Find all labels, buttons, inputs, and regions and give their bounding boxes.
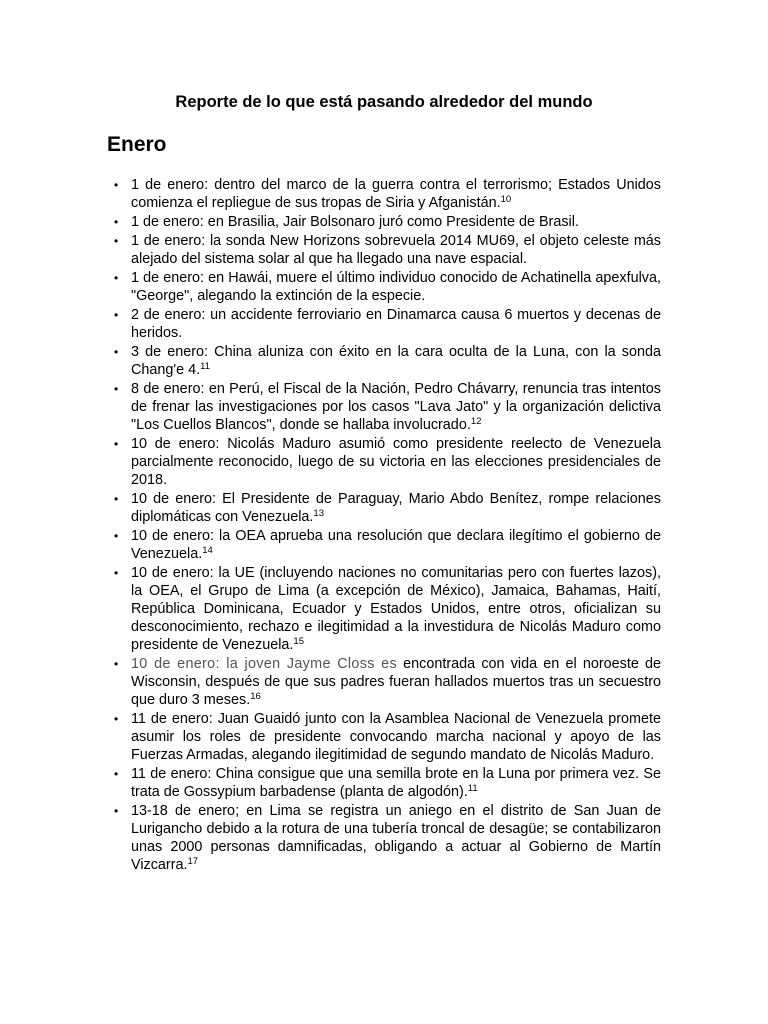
bullet-icon: • xyxy=(114,234,119,248)
bullet-icon: • xyxy=(114,178,119,192)
event-text: en Lima se registra un aniego en el distrito de San Juan de Lurigancho debido a la rotura de una tubería troncal de desagüe; se contabilizaron unas 2000 personas damnificadas, obligando a actuar al Gobierno de Martín Vizcarra. xyxy=(131,803,661,873)
footnote-ref[interactable]: 11 xyxy=(200,361,211,372)
footnote-ref[interactable]: 10 xyxy=(500,194,512,205)
bullet-icon: • xyxy=(114,767,119,781)
bullet-icon: • xyxy=(114,215,119,229)
event-item xyxy=(114,176,662,212)
footnote-ref[interactable]: 15 xyxy=(293,636,304,647)
event-date: 10 de enero: la joven Jayme Closs es xyxy=(131,656,397,672)
event-date: 13-18 de enero; xyxy=(131,803,240,819)
event-date: 1 de enero: xyxy=(131,214,204,230)
event-text: China aluniza con éxito en la cara oculta de la Luna, con la sonda Chang'e 4. xyxy=(131,344,661,378)
bullet-icon: • xyxy=(114,566,119,580)
footnote-ref[interactable]: 13 xyxy=(313,508,324,519)
bullet-icon: • xyxy=(114,529,119,543)
bullet-icon: • xyxy=(114,657,119,671)
event-list xyxy=(114,176,662,875)
event-item xyxy=(114,306,661,342)
event-text: la OEA aprueba una resolución que declara ilegítimo el gobierno de Venezuela. xyxy=(131,528,661,562)
event-text: dentro del marco de la guerra contra el terrorismo; Estados Unidos comienza el repliegue de sus tropas de Siria y Afganistán. xyxy=(131,177,662,211)
event-text: la sonda New Horizons sobrevuela 2014 MU69, el objeto celeste más alejado del sistema solar al que ha llegado una nave espacial. xyxy=(131,233,661,267)
event-item xyxy=(114,710,661,764)
event-item xyxy=(114,527,661,563)
event-date: 1 de enero: xyxy=(131,270,205,286)
event-date: 11 de enero: xyxy=(131,766,212,782)
event-item xyxy=(114,380,662,434)
event-item xyxy=(114,232,661,268)
event-date: 10 de enero: xyxy=(131,565,214,581)
document-title: Reporte de lo que está pasando alrededor del mundo xyxy=(175,93,593,111)
event-date: 1 de enero: xyxy=(131,177,209,193)
event-text: en Hawái, muere el último individuo conocido de Achatinella apexfulva, "George", alegando la extinción de la especie. xyxy=(131,270,661,304)
event-date: 10 de enero: xyxy=(131,528,214,544)
footnote-ref[interactable]: 11 xyxy=(467,783,478,794)
event-item xyxy=(114,765,661,801)
bullet-icon: • xyxy=(114,437,119,451)
bullet-icon: • xyxy=(114,492,119,506)
section-heading: Enero xyxy=(107,133,167,156)
event-text: Nicolás Maduro asumió como presidente reelecto de Venezuela parcialmente reconocido, luego de su victoria en las elecciones presidenciales de 2018. xyxy=(131,436,661,488)
event-item xyxy=(114,490,661,526)
event-text: la UE (incluyendo naciones no comunitarias pero con fuertes lazos), la OEA, el Grupo de Lima (a excepción de México), Jamaica, Bahamas, Haití, República Dominicana, Ecuador y Estados Unidos, entre otros, oficializan su desconocimiento, rechazo e ilegitimidad a la investidura de Nicolás Maduro como presidente de Venezuela. xyxy=(131,565,661,653)
event-date: 8 de enero: xyxy=(131,381,205,397)
bullet-icon: • xyxy=(114,271,119,285)
event-item xyxy=(114,213,661,231)
event-text: un accidente ferroviario en Dinamarca causa 6 muertos y decenas de heridos. xyxy=(131,307,661,341)
event-text: El Presidente de Paraguay, Mario Abdo Benítez, rompe relaciones diplomáticas con Venezuela. xyxy=(131,491,661,525)
footnote-ref[interactable]: 12 xyxy=(470,416,482,427)
event-item xyxy=(114,564,661,654)
footnote-ref[interactable]: 14 xyxy=(202,545,213,556)
event-text: en Perú, el Fiscal de la Nación, Pedro Chávarry, renuncia tras intentos de frenar las investigaciones por los casos "Lava Jato" y la organización delictiva "Los Cuellos Blancos", donde se hallaba involucrado. xyxy=(131,381,662,433)
event-date: 10 de enero: xyxy=(131,436,220,452)
bullet-icon: • xyxy=(114,382,119,396)
bullet-icon: • xyxy=(114,712,119,726)
event-date: 3 de enero: xyxy=(131,344,209,360)
event-text: encontrada con vida en el noroeste de Wisconsin, después de que sus padres fueran hallados muertos tras un secuestro que duro 3 meses. xyxy=(131,656,661,708)
event-date: 1 de enero: xyxy=(131,233,206,249)
event-item xyxy=(114,655,661,709)
footnote-ref[interactable]: 16 xyxy=(250,691,261,702)
bullet-icon: • xyxy=(114,804,119,818)
event-date: 2 de enero: xyxy=(131,307,206,323)
footnote-ref[interactable]: 17 xyxy=(187,856,199,867)
event-text: Juan Guaidó junto con la Asamblea Nacional de Venezuela promete asumir los roles de presidente convocando marcha nacional y apoyo de las Fuerzas Armadas, alegando ilegitimidad de segundo mandato de Nicolás Maduro. xyxy=(131,711,661,763)
event-item xyxy=(114,269,661,305)
event-date: 10 de enero: xyxy=(131,491,217,507)
event-item xyxy=(114,343,661,379)
event-text: China consigue que una semilla brote en la Luna por primera vez. Se trata de Gossypium barbadense (planta de algodón). xyxy=(131,766,661,800)
bullet-icon: • xyxy=(114,345,119,359)
event-item xyxy=(114,435,661,489)
event-item xyxy=(114,802,661,874)
event-date: 11 de enero: xyxy=(131,711,213,727)
event-text: en Brasilia, Jair Bolsonaro juró como Presidente de Brasil. xyxy=(203,214,579,230)
bullet-icon: • xyxy=(114,308,119,322)
